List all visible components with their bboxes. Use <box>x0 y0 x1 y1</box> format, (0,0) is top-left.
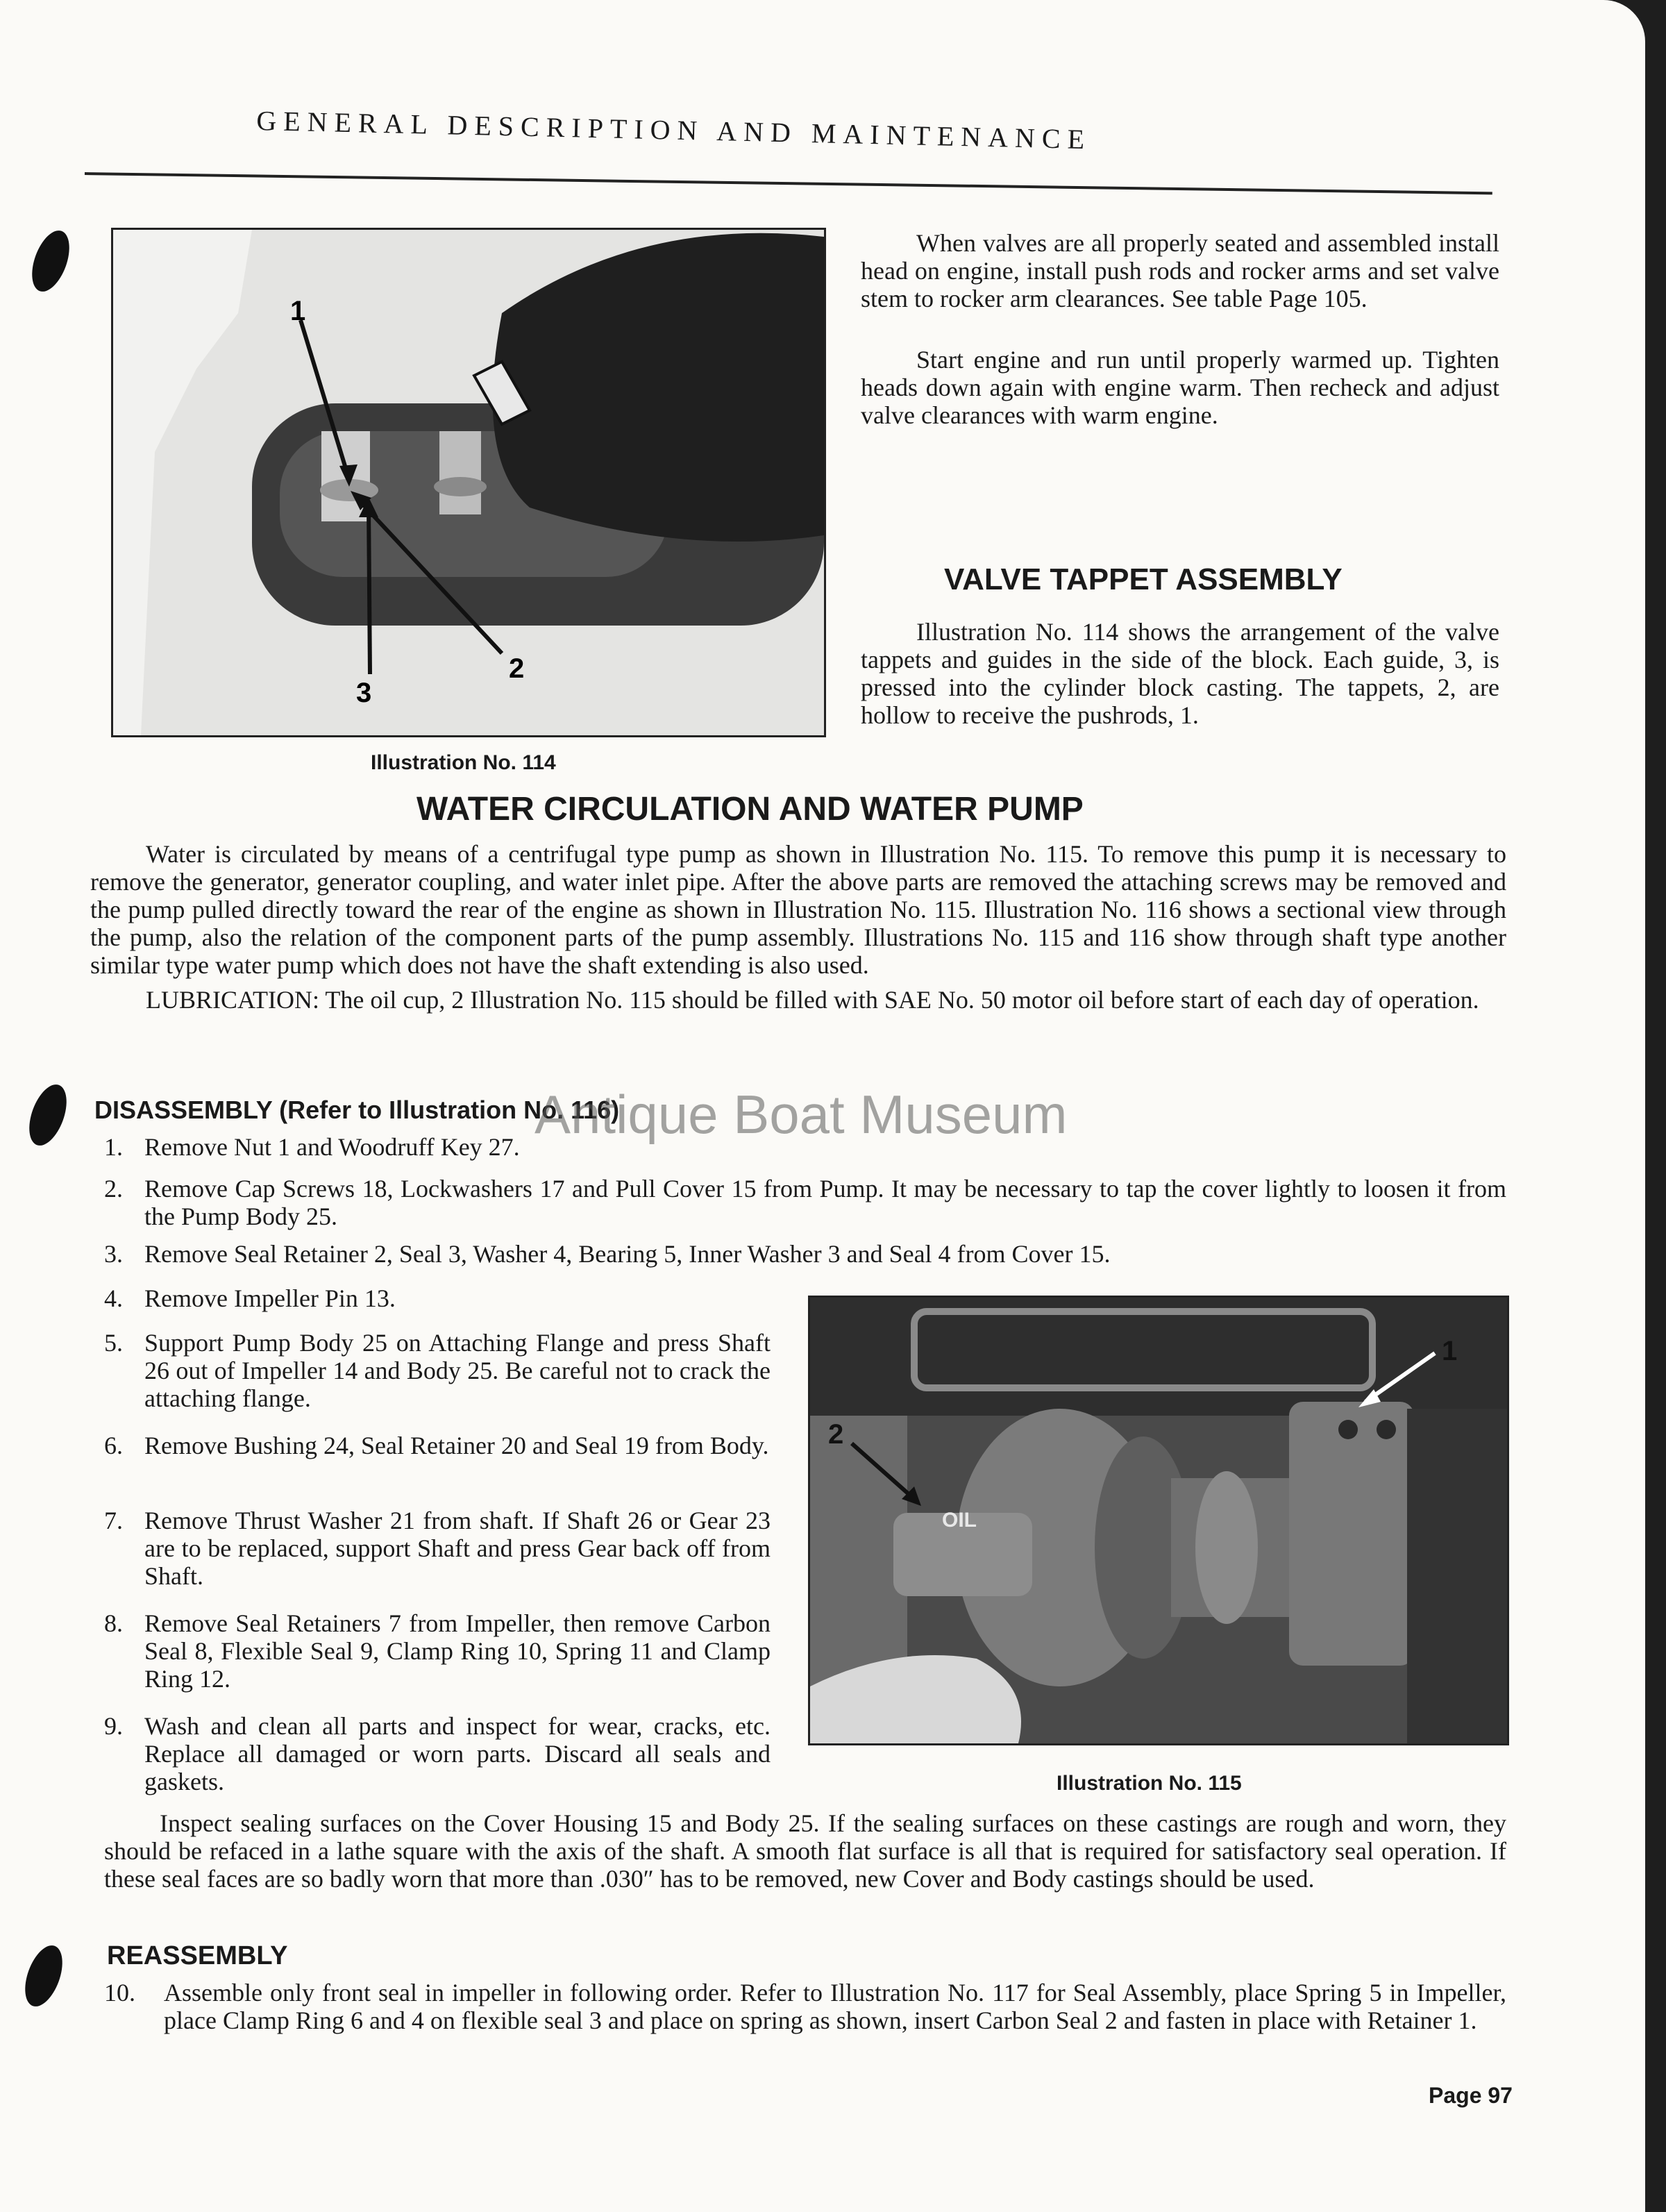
step-text: Remove Seal Retainers 7 from Impeller, then remove Carbon Seal 8, Flexible Seal 9, Clamp Ring 10, Spring 11 and Clamp Ring 12. <box>144 1609 771 1693</box>
step-8 <box>104 1609 771 1693</box>
punch-hole <box>18 1941 70 2011</box>
lubrication-paragraph: LUBRICATION: The oil cup, 2 Illustration No. 115 should be filled with SAE No. 50 motor oil before start of each day of operation. <box>146 986 1479 1014</box>
step-number: 3. <box>104 1240 123 1268</box>
header-rule <box>85 172 1492 194</box>
step-2 <box>104 1175 1506 1230</box>
tappet-photo-drawing <box>113 230 824 735</box>
punch-hole <box>25 226 77 296</box>
step-6 <box>104 1432 771 1487</box>
running-head: GENERAL DESCRIPTION AND MAINTENANCE <box>255 104 1092 156</box>
illustration-115-photo <box>808 1296 1509 1745</box>
water-pump-text <box>90 840 1506 1014</box>
step-text: Remove Impeller Pin 13. <box>144 1284 396 1312</box>
step-text: Remove Cap Screws 18, Lockwashers 17 and Pull Cover 15 from Pump. It may be necessary to tap the cover lightly to loosen it from the Pump Body 25. <box>144 1175 1506 1230</box>
step-text: Remove Nut 1 and Woodruff Key 27. <box>144 1133 520 1161</box>
step-number: 4. <box>104 1284 123 1312</box>
step-7 <box>104 1507 771 1590</box>
step-text: Wash and clean all parts and inspect for wear, cracks, etc. Replace all damaged or worn parts. Discard all seals and gaskets. <box>144 1712 771 1795</box>
step-number: 7. <box>104 1507 123 1534</box>
step-text: Assemble only front seal in impeller in following order. Refer to Illustration No. 117 for Seal Assembly, place Spring 5 in Impeller, place Clamp Ring 6 and 4 on flexible seal 3 and place on spring as shown, insert Carbon Seal 2 and fasten in place with Retainer 1. <box>164 1979 1506 2034</box>
step-3 <box>104 1240 1506 1268</box>
tappet-paragraph: Illustration No. 114 shows the arrangement of the valve tappets and guides in the side of the block. Each guide, 3, is pressed into the cylinder block casting. The tappets, 2, are hollow to receive the pushrods, 1. <box>861 618 1499 729</box>
step-text: Support Pump Body 25 on Attaching Flange and press Shaft 26 out of Impeller 14 and Body 25. Be careful not to crack the attaching flange. <box>144 1329 771 1412</box>
step-5 <box>104 1329 771 1412</box>
step-9 <box>104 1712 771 1795</box>
step-number: 2. <box>104 1175 123 1203</box>
callout-1: 1 <box>290 296 306 326</box>
illustration-114-photo <box>111 228 826 737</box>
step-text: Remove Bushing 24, Seal Retainer 20 and Seal 19 from Body. <box>144 1432 769 1459</box>
punch-hole <box>22 1080 74 1150</box>
step-10 <box>104 1979 1506 2062</box>
step-4 <box>104 1284 771 1312</box>
step-number: 6. <box>104 1432 123 1459</box>
inspect-text <box>104 1809 1506 1893</box>
step-number: 5. <box>104 1329 123 1357</box>
callout-2: 2 <box>509 653 525 684</box>
step-number: 8. <box>104 1609 123 1637</box>
inspect-paragraph: Inspect sealing surfaces on the Cover Housing 15 and Body 25. If the sealing surfaces on these castings are rough and worn, they should be refaced in a lathe square with the axis of the shaft. A smooth flat surface is all that is required for satisfactory seal operation. If these seal faces are so badly worn that more than .030″ has to be removed, new Cover and Body castings should be used. <box>104 1809 1506 1893</box>
step-number: 9. <box>104 1712 123 1740</box>
illustration-114-caption: Illustration No. 114 <box>371 751 556 774</box>
intro-text <box>861 229 1499 429</box>
tappet-text <box>861 618 1499 729</box>
illustration-115-caption: Illustration No. 115 <box>1057 1772 1242 1795</box>
water-pump-photo-drawing <box>810 1298 1507 1743</box>
disassembly-heading: DISASSEMBLY (Refer to Illustration No. 116) <box>94 1096 620 1124</box>
step-number: 10. <box>104 1979 135 2006</box>
intro-paragraph-2: Start engine and run until properly warmed up. Tighten heads down again with engine warm. Then recheck and adjust valve clearances with warm engine. <box>861 346 1499 429</box>
step-text: Remove Thrust Washer 21 from shaft. If Shaft 26 or Gear 23 are to be replaced, support Shaft and press Gear back off from Shaft. <box>144 1507 771 1590</box>
intro-paragraph-1: When valves are all properly seated and assembled install head on engine, install push rods and rocker arms and set valve stem to rocker arm clearances. See table Page 105. <box>861 229 1499 312</box>
step-number: 1. <box>104 1133 123 1161</box>
water-pump-paragraph: Water is circulated by means of a centrifugal type pump as shown in Illustration No. 115. To remove this pump it is necessary to remove the generator, generator coupling, and water inlet pipe. After the above parts are removed the attaching screws may be removed and the pump pulled directly toward the rear of the engine as shown in Illustration No. 115. Illustration No. 116 shows a sectional view through the pump, also the relation of the component parts of the pump assembly. Illustrations No. 115 and 116 show through shaft type another similar type water pump which does not have the shaft extending is also used. <box>90 840 1506 979</box>
watermark: Antique Boat Museum <box>535 1084 1068 1145</box>
page-number: Page 97 <box>1429 2083 1513 2108</box>
reassembly-heading: REASSEMBLY <box>107 1941 288 1970</box>
step-text: Remove Seal Retainer 2, Seal 3, Washer 4, Bearing 5, Inner Washer 3 and Seal 4 from Cover 15. <box>144 1240 1111 1268</box>
callout-3: 3 <box>356 678 372 708</box>
callout-2: 2 <box>828 1419 844 1450</box>
water-pump-heading: WATER CIRCULATION AND WATER PUMP <box>416 791 1084 828</box>
oil-stamp: OIL <box>942 1509 977 1532</box>
tappet-heading: VALVE TAPPET ASSEMBLY <box>944 562 1343 596</box>
callout-1: 1 <box>1442 1336 1458 1366</box>
